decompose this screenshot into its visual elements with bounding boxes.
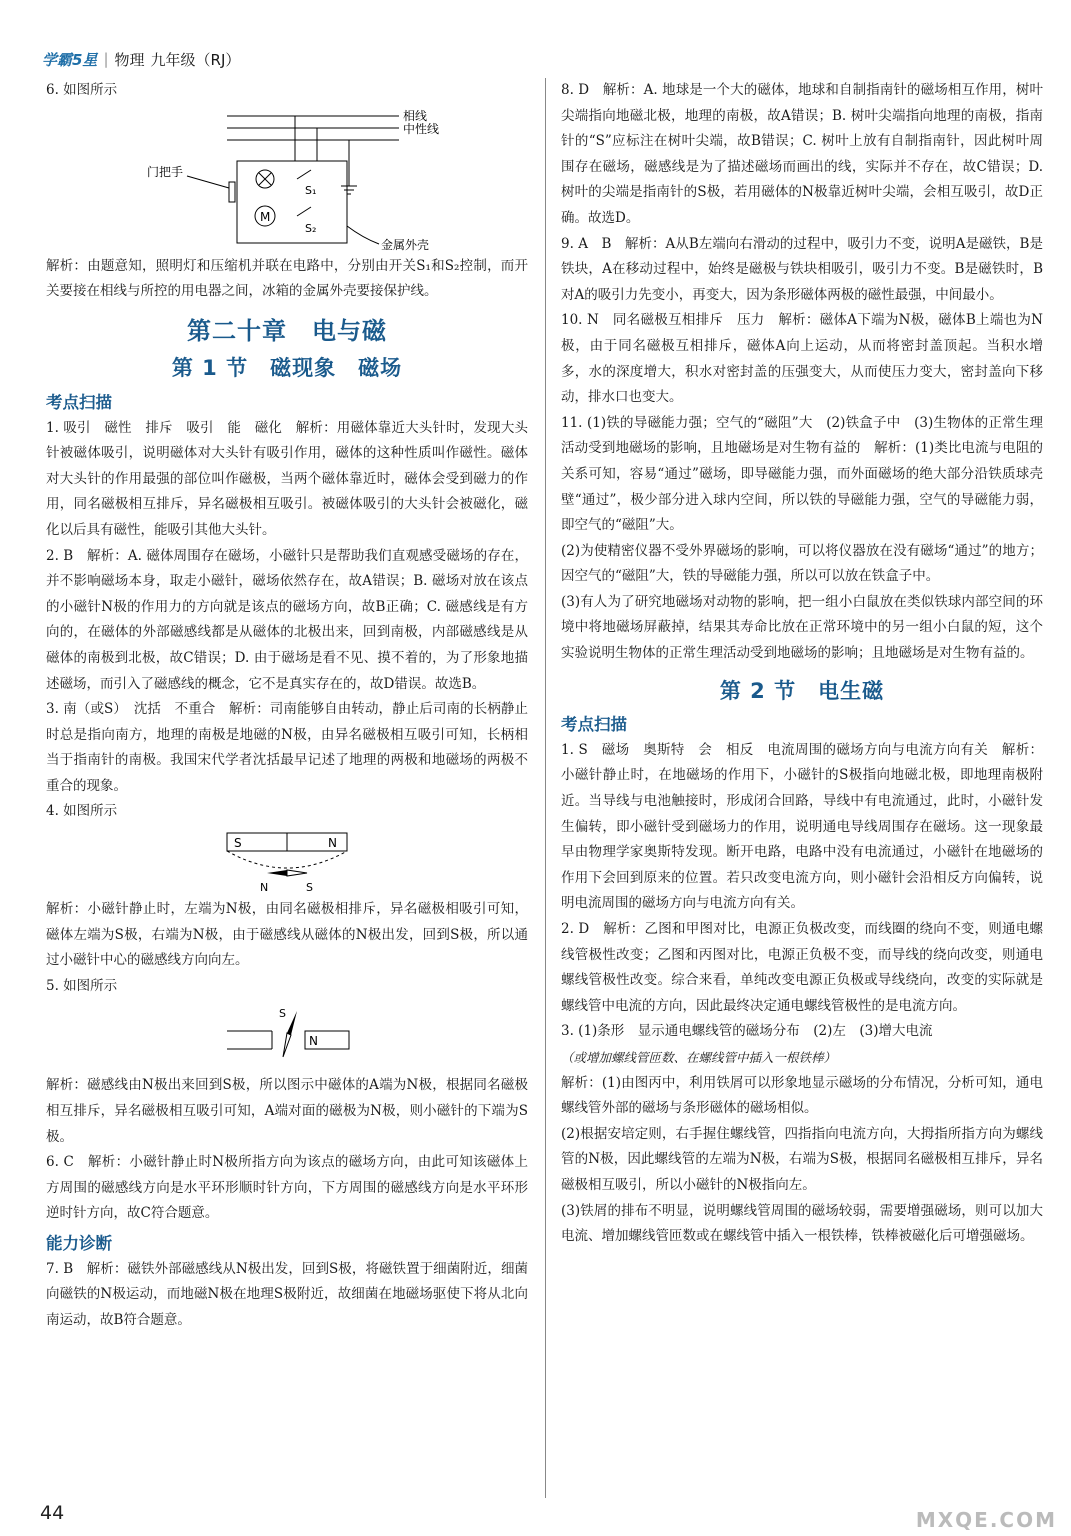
subject: 物理 (114, 50, 145, 69)
magnet-s-label: S (234, 836, 242, 851)
needle-s-label: S (279, 1007, 286, 1021)
answer-k5-title: 5. 如图所示 (46, 977, 118, 994)
answer-n9: 9. A B 解析：A从B左端向右滑动的过程中，吸引力不变，说明A是磁铁，B是铁块，A在移动过程中，始终是磁极与铁块相吸引，吸引力不变。B是磁铁时，B对A的吸引力先变小，再变大，因为条形磁体两极的磁性最强，中间最小。 (561, 235, 1043, 303)
answer-k1: 1. 吸引 磁性 排斥 吸引 能 磁化 解析：用磁体靠近大头针时，发现大头针被磁体吸引，说明磁体对大头针有吸引作用，磁体的这种性质叫作磁性。磁体对大头针的作用最强的部位叫作磁极，当两个磁体靠近时，磁体会受到磁力的作用，同名磁极相互排斥，异名磁极相互吸引。被磁体吸引的大头针会被磁化，磁化以后具有磁性，能吸引其他大头针。 (46, 419, 528, 538)
answer-k2: 2. B 解析：A. 磁体周围存在磁场，小磁针只是帮助我们直观感受磁场的存在，并不影响磁场本身，取走小磁针，磁场依然存在，故A错误；B. 磁场对放在该点的小磁针N极的作用力的方向就是该点的磁场方向，故B正确；C. 磁感线是有方向的，在磁体的外部磁感线都是从磁体的北极出来，回到南极，内部磁感线是从磁体的南极到北极，故C错误；D. 由于磁场是看不见、摸不着的，为了形象地描述磁场，而引入了磁感线的概念，它不是真实存在的，故D错误。故选B。 (46, 547, 528, 692)
metal-shell-label: 金属外壳 (381, 237, 430, 252)
q6-analysis: 解析：由题意知，照明灯和压缩机并联在电路中，分别由开关S₁和S₂控制，而开关要接在相线与所控的用电器之间，冰箱的金属外壳要接保护线。 (46, 257, 528, 300)
watermark: MXQE.COM (915, 1508, 1057, 1532)
answer-s1: 1. S 磁场 奥斯特 会 相反 电流周围的磁场方向与电流方向有关 解析：小磁针静止时，在地磁场的作用下，小磁针的S极指向地磁北极，即地理南极附近。当导线与电池触接时，形成闭合回路，导线中有电流通过，此时，小磁针发生偏转，即小磁针受到磁场力的作用，说明通电导线周围存在磁场。这一现象最早由物理学家奥斯特发现。断开电路，电路中没有电流通过，小磁针在地磁场的作用下会回到原来的位置。若只改变电流方向，则小磁针会沿相反方向偏转，说明电流周围的磁场方向与电流方向有关。 (561, 741, 1043, 912)
answer-n11-part3: (3)有人为了研究地磁场对动物的影响，把一组小白鼠放在类似铁球内部空间的环境中将地磁场屏蔽掉，结果其寿命比放在正常环境中的另一组小白鼠的短，这个实验说明生物体的正常生理活动受到地磁场的影响；且地磁场是对生物有益的。 (561, 593, 1043, 662)
circuit-diagram (117, 106, 457, 252)
kaodian-heading: 考点扫描 (46, 392, 112, 412)
needle-n-label: N (260, 881, 269, 895)
answer-s3-part3: (3)铁屑的排布不明显，说明螺线管周围的磁场较弱，需要增强磁场，则可以加大电流、增加螺线管匝数或在螺线管中插入一根铁棒，铁棒被磁化后可增强磁场。 (561, 1202, 1043, 1245)
door-handle-label: 门把手 (147, 164, 184, 179)
answer-k5-analysis: 解析：磁感线由N极出来回到S极，所以图示中磁体的A端为N极，根据同名磁极相互排斥，异名磁极相互吸引可知，A端对面的磁极为N极，则小磁针的下端为S极。 (46, 1077, 528, 1145)
s1-label: S₁ (305, 183, 317, 197)
nengli-heading: 能力诊断 (46, 1234, 112, 1253)
needle-s-label: S (306, 881, 313, 895)
bar-magnet-diagram (212, 827, 362, 895)
magnet-n-label: N (309, 1034, 318, 1049)
kaodian2-heading: 考点扫描 (561, 715, 627, 735)
right-column (561, 78, 1043, 1250)
answer-k4-title: 4. 如图所示 (46, 803, 118, 820)
chapter-title: 第二十章 电与磁 (187, 316, 387, 345)
answer-s3-part1: 解析：(1)由图丙中，利用铁屑可以形象地显示磁场的分布情况，分析可知，通电螺线管外部的磁场与条形磁体的磁场相似。 (561, 1074, 1043, 1117)
page-number: 44 (40, 1502, 65, 1524)
q6-title: 6. 如图所示 (46, 82, 118, 98)
column-divider (545, 78, 546, 1498)
answer-s3-part2: (2)根据安培定则，右手握住螺线管，四指指向电流方向，大拇指所指方向为螺线管的N极，因此螺线管的左端为N极，右端为S极，根据同名磁极相互排斥，异名磁极相互吸引，所以小磁针的N极指向左。 (561, 1125, 1043, 1193)
answer-n7: 7. B 解析：磁铁外部磁感线从N极出发，回到S极，将磁铁置于细菌附近，细菌向磁铁的N极运动，而地磁N极在地理S极附近，故细菌在地磁场驱使下将从北向南运动，故B符合题意。 (46, 1260, 528, 1328)
answer-n11-part2: (2)为使精密仪器不受外界磁场的影响，可以将仪器放在没有磁场“通过”的地方；因空气的“磁阻”大，铁的导磁能力强，所以可以放在铁盒子中。 (561, 542, 1043, 585)
left-column (46, 78, 528, 1333)
answer-k4-analysis: 解析：小磁针静止时，左端为N极，由同名磁极相排斥，异名磁极相吸引可知，磁体左端为S极，右端为N极，由于磁感线从磁体的N极出发，回到S极，所以通过小磁针中心的磁感线方向向左。 (46, 901, 528, 969)
answer-s3: 3. (1)条形 显示通电螺线管的磁场分布 (2)左 (3)增大电流 (561, 1023, 933, 1040)
s2-label: S₂ (305, 221, 317, 235)
section-2-title: 第 2 节 电生磁 (719, 678, 885, 703)
answer-s2: 2. D 解析：乙图和甲图对比，电源正负极改变，而线圈的绕向不变，则通电螺线管极性改变；乙图和丙图对比，电源正负极不变，而导线的绕向改变，则通电螺线管极性改变。综合来看，单纯改变电源正负极或导线绕向，改变的实际就是螺线管中电流的方向，因此最终决定通电螺线管极性的是电流方向。 (561, 921, 1043, 1014)
grade: 九年级（RJ） (150, 50, 241, 69)
neutral-wire-label: 中性线 (403, 121, 440, 136)
answer-s3-note: （或增加螺线管匝数、在螺线管中插入一根铁棒） (561, 1049, 837, 1065)
page-header (42, 46, 240, 72)
live-wire-label: 相线 (403, 108, 428, 123)
brand-logo: 学霸5星 (42, 50, 98, 69)
magnet-n-label: N (328, 836, 337, 851)
motor-label: M (260, 209, 271, 224)
answer-k3: 3. 南（或S） 沈括 不重合 解析：司南能够自由转动，静止后司南的长柄静止时总是指向南方，地理的南极是地磁的N极，由异名磁极相互吸引可知，长柄相当于指南针的南极。我国宋代学者沈括最早记述了地理的两极和地磁场的两极不重合的现象。 (46, 701, 528, 794)
section-1-title: 第 1 节 磁现象 磁场 (171, 356, 403, 381)
answer-k6: 6. C 解析：小磁针静止时N极所指方向为该点的磁场方向，由此可知该磁体上方周围的磁感线方向是水平环形顺时针方向，下方周围的磁感线方向是水平环形逆时针方向，故C符合题意。 (46, 1154, 528, 1222)
answer-n11: 11. (1)铁的导磁能力强；空气的“磁阻”大 (2)铁盒子中 (3)生物体的正常生理活动受到地磁场的影响，且地磁场是对生物有益的 解析：(1)类比电流与电阻的关系可知，容易“通过”磁场，即导磁能力强，而外面磁场的绝大部分沿铁质球壳壁“通过”，极少部分进入球内空间，所以铁的导磁能力强，空气的导磁能力弱，即空气的“磁阻”大。 (561, 414, 1043, 534)
answer-n8: 8. D 解析：A. 地球是一个大的磁体，地球和自制指南针的磁场相互作用，树叶尖端指向地磁北极，地理的南极，故A错误；B. 树叶尖端指向地理的南极，指南针的“S”应标注在树叶尖端，故B错误；C. 树叶上放有自制指南针，因此树叶周围存在磁场，磁感线是为了描述磁场而画出的线，实际并不存在，故C错误；D. 树叶的尖端是指南针的S极，若用磁体的N极靠近树叶尖端，会相互吸引，故D正确。故选D。 (561, 82, 1043, 226)
needle-magnet-diagram (217, 1001, 357, 1071)
answer-n10: 10. N 同名磁极互相排斥 压力 解析：磁体A下端为N极，磁体B上端也为N极，由于同名磁极互相排斥，磁体A向上运动，从而将密封盖顶起。当积水增多，水的深度增大，积水对密封盖的压强变大，从而使压力变大，密封盖向下移动，排水口也变大。 (561, 312, 1043, 406)
header-divider: | (103, 50, 109, 68)
